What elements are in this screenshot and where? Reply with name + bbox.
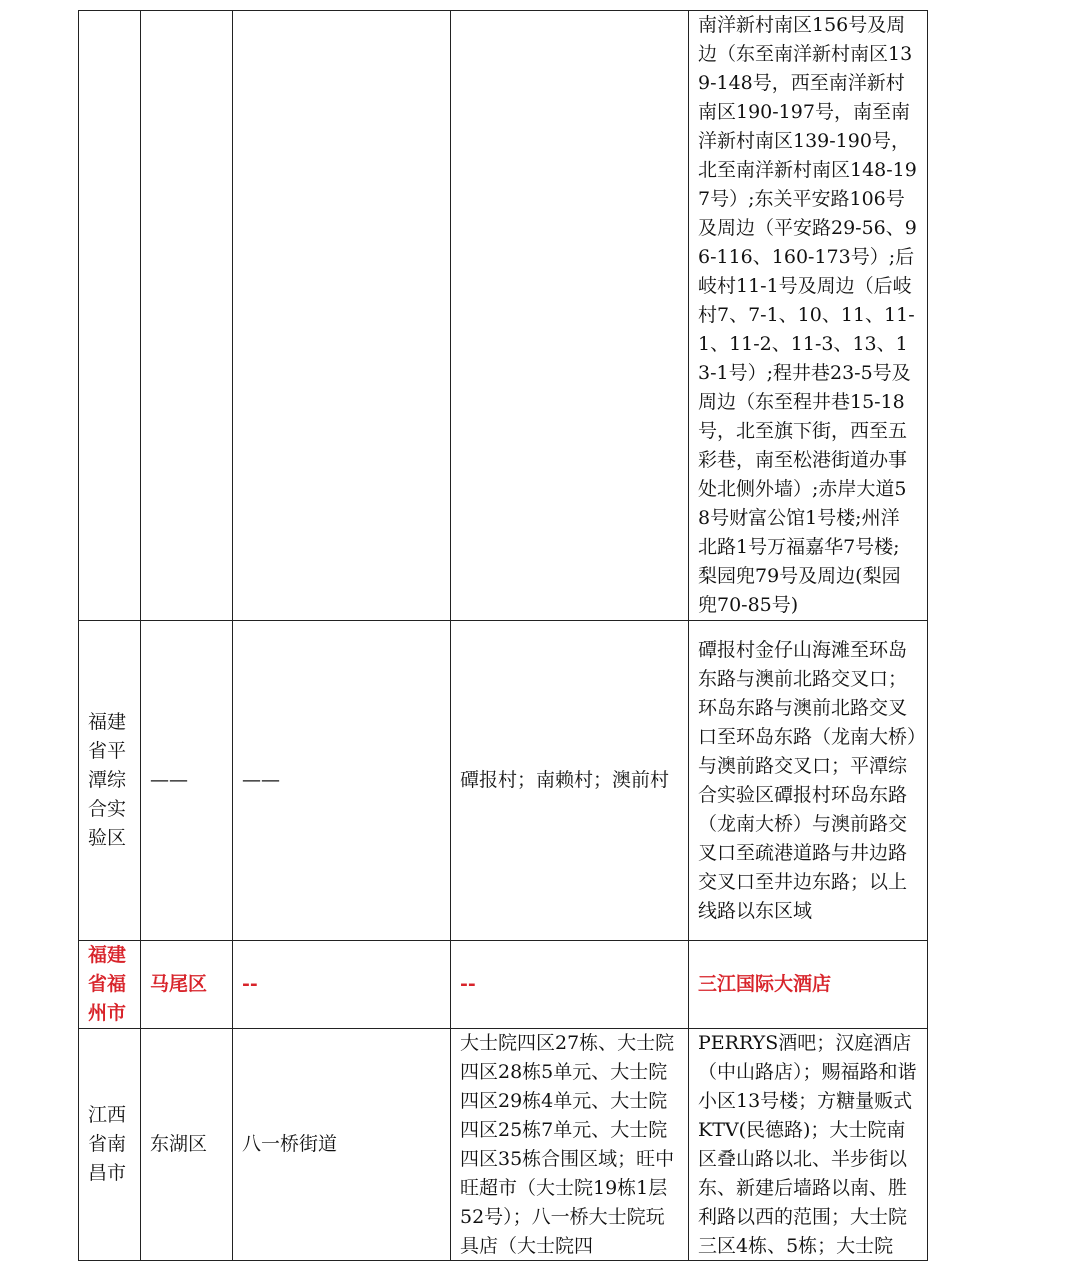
street-cell [233, 11, 451, 621]
community-cell: -- [451, 941, 689, 1029]
area-cell: 三江国际大酒店 [689, 941, 928, 1029]
community-cell [451, 11, 689, 621]
province-city-cell: 福建省福州市 [79, 941, 141, 1029]
table-row [79, 1029, 928, 1261]
street-cell: —— [233, 621, 451, 941]
district-cell: —— [141, 621, 233, 941]
street-cell: 八一桥街道 [233, 1029, 451, 1261]
area-cell: 磹报村金仔山海滩至环岛东路与澳前北路交叉口；环岛东路与澳前北路交叉口至环岛东路（龙南大桥）与澳前路交叉口；平潭综合实验区磹报村环岛东路（龙南大桥）与澳前路交叉口至疏港道路与井边路交叉口至井边东路；以上线路以东区域 [689, 621, 928, 941]
province-city-cell: 江西省南昌市 [79, 1029, 141, 1261]
area-cell [689, 1029, 928, 1261]
table-row [79, 621, 928, 941]
table-row [79, 11, 928, 621]
community-cell: 磹报村；南赖村；澳前村 [451, 621, 689, 941]
risk-area-table [78, 10, 928, 1261]
table-row [79, 941, 928, 1029]
province-city-cell: 福建省平潭综合实验区 [79, 621, 141, 941]
district-cell: 东湖区 [141, 1029, 233, 1261]
community-text: 大士院四区27栋、大士院四区28栋5单元、大士院四区29栋4单元、大士院四区25栋7单元、大士院四区35栋合围区域；旺中旺超市（大士院19栋1层52号）；八一桥大士院玩具店（大士院四 [460, 1032, 675, 1257]
community-cell [451, 1029, 689, 1261]
district-cell [141, 11, 233, 621]
province-city-cell [79, 11, 141, 621]
area-cell: 南洋新村南区156号及周边（东至南洋新村南区139-148号，西至南洋新村南区190-197号，南至南洋新村南区139-190号，北至南洋新村南区148-197号）;东关平安路106号及周边（平安路29-56、96-116、160-173号）;后岐村11-1号及周边（后岐村7、7-1、10、11、11-1、11-2、11-3、13、13-1号）;程井巷23-5号及周边（东至程井巷15-18号，北至旗下街，西至五彩巷，南至松港街道办事处北侧外墙）;赤岸大道58号财富公馆1号楼;州洋北路1号万福嘉华7号楼;梨园兜79号及周边(梨园兜70-85号) [689, 11, 928, 621]
district-cell: 马尾区 [141, 941, 233, 1029]
area-text: PERRYS酒吧；汉庭酒店（中山路店）；赐福路和谐小区13号楼；方糖量贩式KTV(民德路)；大士院南区叠山路以北、半步街以东、新建后墙路以南、胜利路以西的范围；大士院三区4栋、5栋；大士院 [698, 1032, 917, 1257]
street-cell: -- [233, 941, 451, 1029]
